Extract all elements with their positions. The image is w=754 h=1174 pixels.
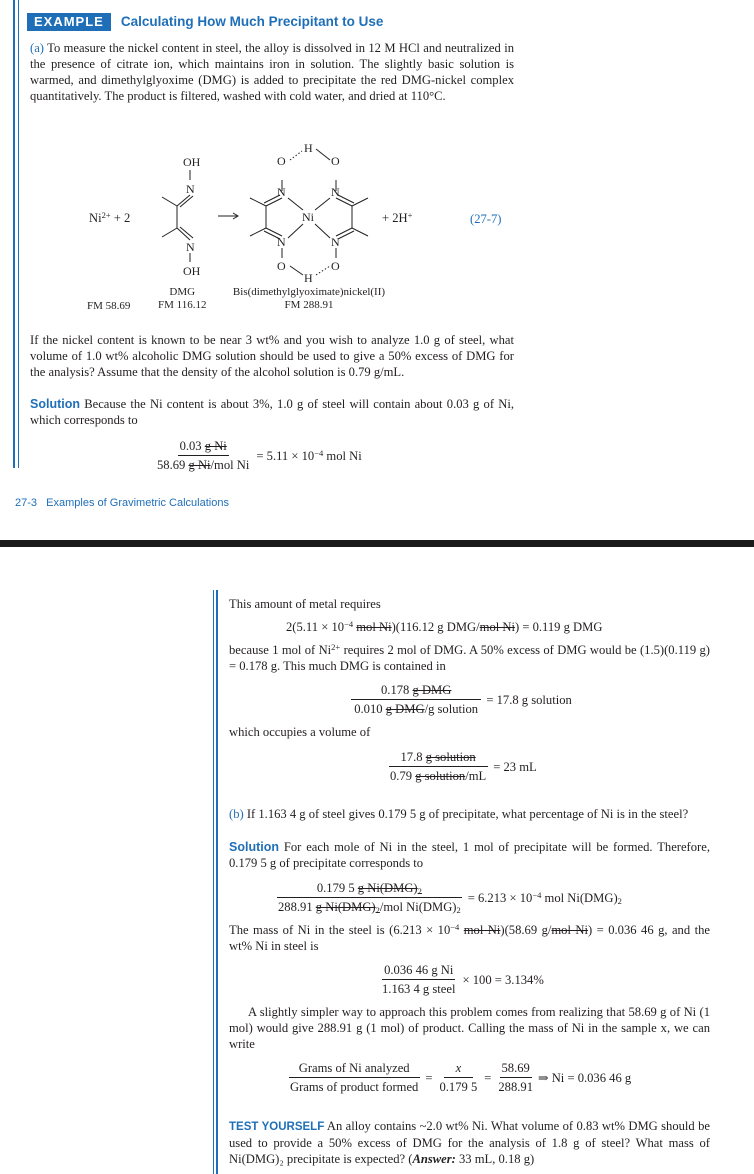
- eq5-result-prefix: = 6.213 × 10: [467, 890, 533, 905]
- complex-o-bottom-left: O: [277, 259, 286, 273]
- eq3-result: = 17.8 g solution: [486, 692, 572, 707]
- plus-two: + 2: [113, 211, 131, 225]
- eq5-den-unit: g Ni(DMG): [315, 900, 376, 914]
- mass-paragraph: [229, 922, 710, 954]
- reactant-ni-ion: [89, 210, 130, 226]
- example-header: [27, 13, 383, 31]
- part-b-label: (b): [229, 807, 244, 821]
- eq3-num-value: 0.178: [381, 683, 410, 697]
- complex-fm: FM 288.91: [284, 299, 334, 311]
- part-b-text: If 1.163 4 g of steel gives 0.179 5 g of precipitate, what percentage of Ni is in the steel?: [246, 807, 689, 821]
- dmg-label: [158, 286, 207, 312]
- eq4-den-unit: g solution: [415, 769, 466, 783]
- question-paragraph: If the nickel content is known to be near 3 wt% and you wish to analyze 1.0 g of steel, what volume of 1.0 wt% alcoholic DMG solution should be used to give a 50% excess of DMG for the analysis? Assume that the density of the alcohol solution is 0.79 g/mL.: [30, 333, 514, 379]
- eq2-exp: −4: [344, 619, 354, 629]
- equation-solution-mass: [351, 682, 572, 717]
- eq1-result-exp: −4: [314, 447, 324, 458]
- eq7-num1: Grams of Ni analyzed: [289, 1060, 420, 1078]
- dmg-n-top: N: [186, 182, 195, 196]
- mass-mol-ni-2: mol Ni: [551, 923, 589, 937]
- eq1-result-prefix: = 5.11 × 10: [256, 448, 315, 463]
- complex-n-bottom-left: N: [277, 235, 286, 249]
- complex-h-top: H: [304, 141, 313, 155]
- eq3-fraction: [351, 682, 481, 717]
- solution-b-text: For each mole of Ni in the steel, 1 mol of precipitate will be formed. Therefore, 0.179 5 g of precipitate corresponds to: [229, 840, 710, 870]
- eq5-result-sub: 2: [617, 895, 622, 906]
- eq3-den-value: 0.010: [354, 702, 383, 716]
- mass-text-1: The mass of Ni in the steel is (6.213 × 10: [229, 923, 451, 937]
- eq7-num2: x: [444, 1060, 474, 1078]
- eq4-den-tail: /mL: [465, 769, 487, 783]
- because-text-1: because 1 mol of Ni: [229, 643, 332, 657]
- dmg-n-bottom: N: [186, 240, 195, 254]
- eq5-result-exp: −4: [532, 889, 542, 900]
- eq4-numerator: [389, 749, 488, 767]
- solution-b-label: Solution: [229, 840, 279, 854]
- eq5-num-unit-wrap: [358, 881, 422, 895]
- part-b-paragraph: [229, 806, 710, 822]
- eq3-den-tail: /g solution: [424, 702, 479, 716]
- equation-dmg-needed: [286, 619, 602, 635]
- eq5-result-suffix: mol Ni(DMG): [544, 890, 618, 905]
- eq7-den3: 288.91: [498, 1080, 533, 1094]
- eq3-numerator: [351, 682, 481, 700]
- page-separator: [0, 540, 754, 547]
- eq5-den-tail-sub: 2: [456, 905, 461, 915]
- plus-2h: + 2H: [382, 211, 408, 225]
- equation-moles-product: [276, 880, 622, 915]
- equation-proportion: [288, 1060, 631, 1095]
- page2-intro: This amount of metal requires: [229, 597, 381, 611]
- complex-ni-center: Ni: [302, 210, 314, 224]
- answer-value: 33 mL, 0.18 g: [458, 1152, 530, 1166]
- equation-moles-ni: [155, 438, 362, 473]
- complex-o-top-right: O: [331, 154, 340, 168]
- eq1-num-unit: g Ni: [204, 439, 227, 453]
- example-badge: EXAMPLE: [27, 13, 111, 31]
- eq1-den-unit: g Ni: [188, 458, 211, 472]
- test-yourself-paragraph: TEST YOURSELF An alloy contains ~2.0 wt% Ni. What volume of 0.83 wt% DMG should be used to provide a 50% excess of DMG for the analysis of 1.8 g of steel? What mass of Ni(DMG)₂ precipitate is expected? (Answer: 33 mL, 0.18 g): [229, 1119, 710, 1166]
- because-text-2: requires 2 mol of DMG. A 50% excess of DMG would be (1.5)(0.119 g) = 0.178 g. This much DMG is contained in: [229, 643, 710, 673]
- eq5-den-unit-wrap: [316, 900, 380, 914]
- ni-charge: 2+: [101, 210, 111, 220]
- part-a-paragraph: [30, 40, 514, 104]
- eq6-numerator: 0.036 46 g Ni: [382, 962, 455, 980]
- mass-mol-ni: mol Ni: [463, 923, 501, 937]
- eq1-den-value: 58.69: [157, 458, 186, 472]
- eq4-denominator: [388, 767, 488, 784]
- complex-o-bottom-right: O: [331, 259, 340, 273]
- complex-label: [229, 286, 389, 312]
- eq4-result: = 23 mL: [493, 759, 537, 774]
- complex-name: Bis(dimethylglyoximate)nickel(II): [232, 286, 386, 298]
- eq2-a: 2(5.11 × 10: [286, 620, 345, 634]
- occupies-text: which occupies a volume of: [229, 725, 371, 739]
- ni-symbol: Ni: [89, 211, 102, 225]
- dmg-name: DMG: [169, 286, 196, 298]
- eq5-num-sub: 2: [417, 886, 422, 896]
- eq5-numerator: [277, 880, 462, 898]
- eq3-num-unit: g DMG: [412, 683, 452, 697]
- eq5-den-sub: 2: [375, 905, 380, 915]
- eq5-result: [468, 890, 622, 906]
- mass-text-5: ) = 0.036 46 g, and the wt% Ni in steel is: [229, 923, 710, 953]
- eq3-denominator: [352, 700, 480, 717]
- dmg-fm: FM 116.12: [158, 299, 207, 311]
- solution-a-label: Solution: [30, 397, 80, 411]
- eq6-denominator: 1.163 4 g steel: [382, 982, 456, 996]
- eq5-num-unit: g Ni(DMG): [357, 881, 418, 895]
- eq2-e: ) = 0.119 g DMG: [515, 620, 603, 634]
- eq1-fraction: [155, 438, 251, 473]
- solution-a-text: Because the Ni content is about 3%, 1.0 g of steel will contain about 0.03 g of Ni, which corresponds to: [30, 397, 514, 427]
- dmg-oh-bottom: OH: [183, 264, 201, 278]
- eq1-result: [256, 448, 361, 464]
- solution-b-paragraph: [229, 839, 710, 871]
- sidebar-accent-bar-2: [216, 590, 218, 1174]
- complex-h-bottom: H: [304, 271, 313, 285]
- eq6-result: × 100 = 3.134%: [462, 972, 544, 987]
- eq1-denominator: [155, 456, 251, 473]
- equation-number: (27-7): [470, 212, 502, 226]
- eq7-equals-2: =: [484, 1070, 492, 1085]
- because-paragraph: [229, 642, 710, 674]
- mass-exp: −4: [450, 922, 460, 932]
- sidebar-accent-bar-2-thin: [213, 590, 214, 1174]
- eq1-result-suffix: mol Ni: [326, 448, 362, 463]
- because-sup: 2+: [331, 642, 341, 652]
- eq7-den2: 0.179 5: [439, 1080, 478, 1094]
- test-yourself-text: An alloy contains ~2.0 wt% Ni. What volume of 0.83 wt% DMG should be used to provide a 50% excess of DMG for the analysis of 1.8 g of steel? What mass of Ni(DMG)₂ precipitate is expected?: [229, 1119, 710, 1166]
- eq2-mol-ni-2: mol Ni: [479, 620, 515, 634]
- complex-n-top-left: N: [277, 185, 286, 199]
- eq5-num-value: 0.179 5: [316, 881, 355, 895]
- eq4-den-value: 0.79: [390, 769, 413, 783]
- eq7-equals-1: =: [425, 1070, 433, 1085]
- eq1-numerator: [178, 438, 229, 456]
- equation-volume: [388, 749, 537, 784]
- eq1-num-value: 0.03: [179, 439, 202, 453]
- eq7-fraction-1: [288, 1060, 420, 1095]
- equation-wt-percent: [380, 962, 544, 997]
- product-hydrogen: [382, 210, 412, 226]
- eq7-den1: Grams of product formed: [290, 1080, 419, 1094]
- complex-n-top-right: N: [331, 185, 340, 199]
- eq5-fraction: [276, 880, 463, 915]
- eq4-num-value: 17.8: [400, 750, 423, 764]
- eq4-num-unit: g solution: [425, 750, 476, 764]
- eq5-denominator: [276, 898, 463, 915]
- eq7-result: ⇒ Ni = 0.036 46 g: [538, 1070, 632, 1085]
- part-a-label: (a): [30, 41, 44, 55]
- page-footer: 27-3 Examples of Gravimetric Calculations: [15, 497, 229, 509]
- eq6-fraction: [380, 962, 457, 997]
- complex-o-top-left: O: [277, 154, 286, 168]
- eq5-den-value: 288.91: [278, 900, 313, 914]
- fm-ni: FM 58.69: [87, 300, 131, 312]
- eq4-fraction: [388, 749, 488, 784]
- mass-text-3: )(58.69 g/: [500, 923, 552, 937]
- eq5-den-tail: /mol Ni(DMG): [379, 900, 457, 914]
- eq7-num3: 58.69: [500, 1060, 532, 1078]
- simpler-text: A slightly simpler way to approach this problem comes from realizing that 58.69 g of Ni (1 mol) would give 288.91 g (1 mol) of product. Calling the mass of Ni in the sample x, we can write: [229, 1005, 710, 1051]
- eq1-den-tail: /mol Ni: [210, 458, 250, 472]
- eq7-fraction-2: [437, 1060, 479, 1095]
- eq7-fraction-3: [496, 1060, 535, 1095]
- solution-a-paragraph: [30, 396, 514, 428]
- example-title: Calculating How Much Precipitant to Use: [120, 14, 384, 29]
- complex-n-bottom-right: N: [331, 235, 340, 249]
- answer-label: Answer:: [412, 1152, 456, 1166]
- eq2-mol-ni: mol Ni: [356, 620, 392, 634]
- eq3-den-unit: g DMG: [385, 702, 425, 716]
- simpler-paragraph: [229, 1004, 710, 1052]
- test-yourself-label: TEST YOURSELF: [229, 1121, 325, 1133]
- dmg-oh-top: OH: [183, 155, 201, 169]
- eq2-c: )(116.12 g DMG/: [391, 620, 480, 634]
- part-a-text: To measure the nickel content in steel, the alloy is dissolved in 12 M HCl and neutralized in the presence of citrate ion, which maintains iron in solution. The slightly basic solution is warmed, and dimethylglyoxime (DMG) is added to precipitate the red DMG-nickel complex quantitatively. The product is filtered, washed with cold water, and dried at 110°C.: [30, 41, 514, 103]
- h-charge: +: [407, 210, 413, 220]
